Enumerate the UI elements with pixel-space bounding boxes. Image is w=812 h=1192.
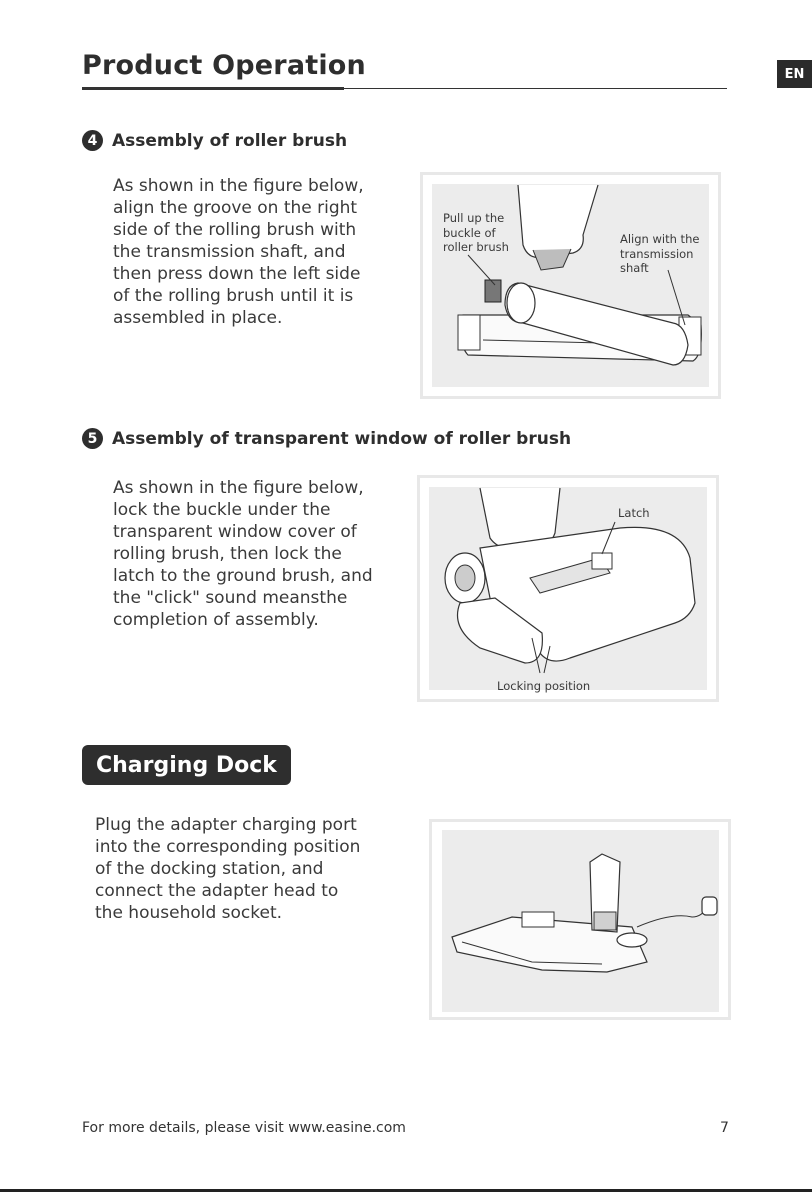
step-5-heading <box>82 428 571 449</box>
label-latch: Latch <box>618 506 650 520</box>
roller-brush-illustration <box>423 175 724 402</box>
step-4-heading <box>82 130 347 151</box>
step-4-title: Assembly of roller brush <box>112 130 348 151</box>
charging-dock-illustration <box>432 822 734 1023</box>
step-4-figure <box>420 172 721 399</box>
title-underline <box>82 87 344 90</box>
footer-website-text: For more details, please visit www.easine.com <box>82 1120 406 1136</box>
charging-dock-figure <box>429 819 731 1020</box>
step-5-number: 5 <box>82 428 103 449</box>
page-title: Product Operation <box>82 50 366 81</box>
label-locking-position: Locking position <box>497 679 591 693</box>
step-4-number: 4 <box>82 130 103 151</box>
language-badge: EN <box>777 60 812 88</box>
charging-dock-body: Plug the adapter charging port into the corresponding position of the docking station, and connect the adapter head to the household socket. <box>95 815 361 923</box>
step-5-title: Assembly of transparent window of roller brush <box>112 428 572 449</box>
step-5-body: As shown in the figure below, lock the buckle under the transparent window cover of rolling brush, then lock the latch to the ground brush, and the "click" sound meansthe completion of assembly. <box>113 478 373 630</box>
transparent-window-illustration <box>420 478 722 705</box>
label-align-shaft: Align with the transmission shaft <box>620 232 700 275</box>
charging-dock-heading: Charging Dock <box>82 745 291 785</box>
label-pull-up-buckle: Pull up the buckle of roller brush <box>443 211 509 254</box>
page-number: 7 <box>720 1120 729 1136</box>
step-4-body: As shown in the figure below, align the groove on the right side of the rolling brush with the transmission shaft, and then press down the left side of the rolling brush until it is assembled in place. <box>113 176 364 328</box>
step-5-figure <box>417 475 719 702</box>
